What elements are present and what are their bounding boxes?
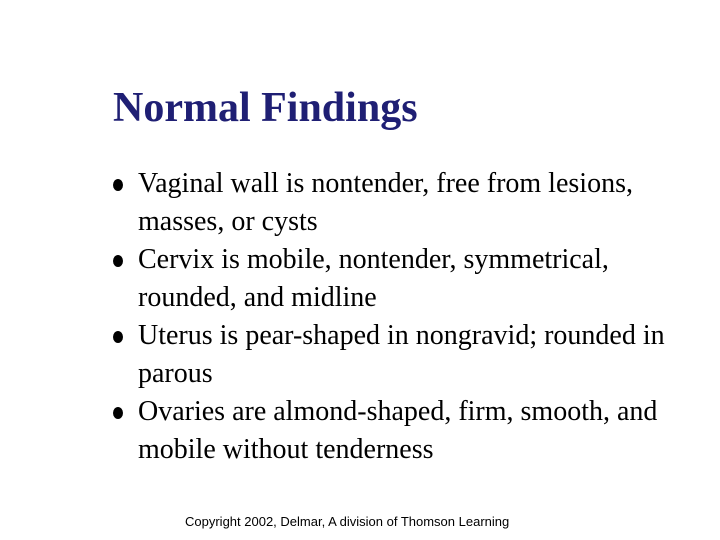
bullet-text: Vaginal wall is nontender, free from lesions, masses, or cysts [138,168,633,237]
bullet-text: Ovaries are almond-shaped, firm, smooth, and mobile without tenderness [138,396,658,465]
copyright-footer: Copyright 2002, Delmar, A division of Thomson Learning [185,514,510,529]
bullet-dot-icon [113,407,123,419]
bullet-item [113,241,703,317]
bullet-text: Uterus is pear-shaped in nongravid; rounded in parous [138,320,665,389]
bullet-list [113,165,703,469]
slide-title: Normal Findings [113,85,418,131]
bullet-dot-icon [113,331,123,343]
bullet-item [113,393,703,469]
bullet-text: Cervix is mobile, nontender, symmetrical, rounded, and midline [138,244,609,313]
bullet-item [113,165,703,241]
bullet-item [113,317,703,393]
bullet-dot-icon [113,255,123,267]
bullet-dot-icon [113,179,123,191]
